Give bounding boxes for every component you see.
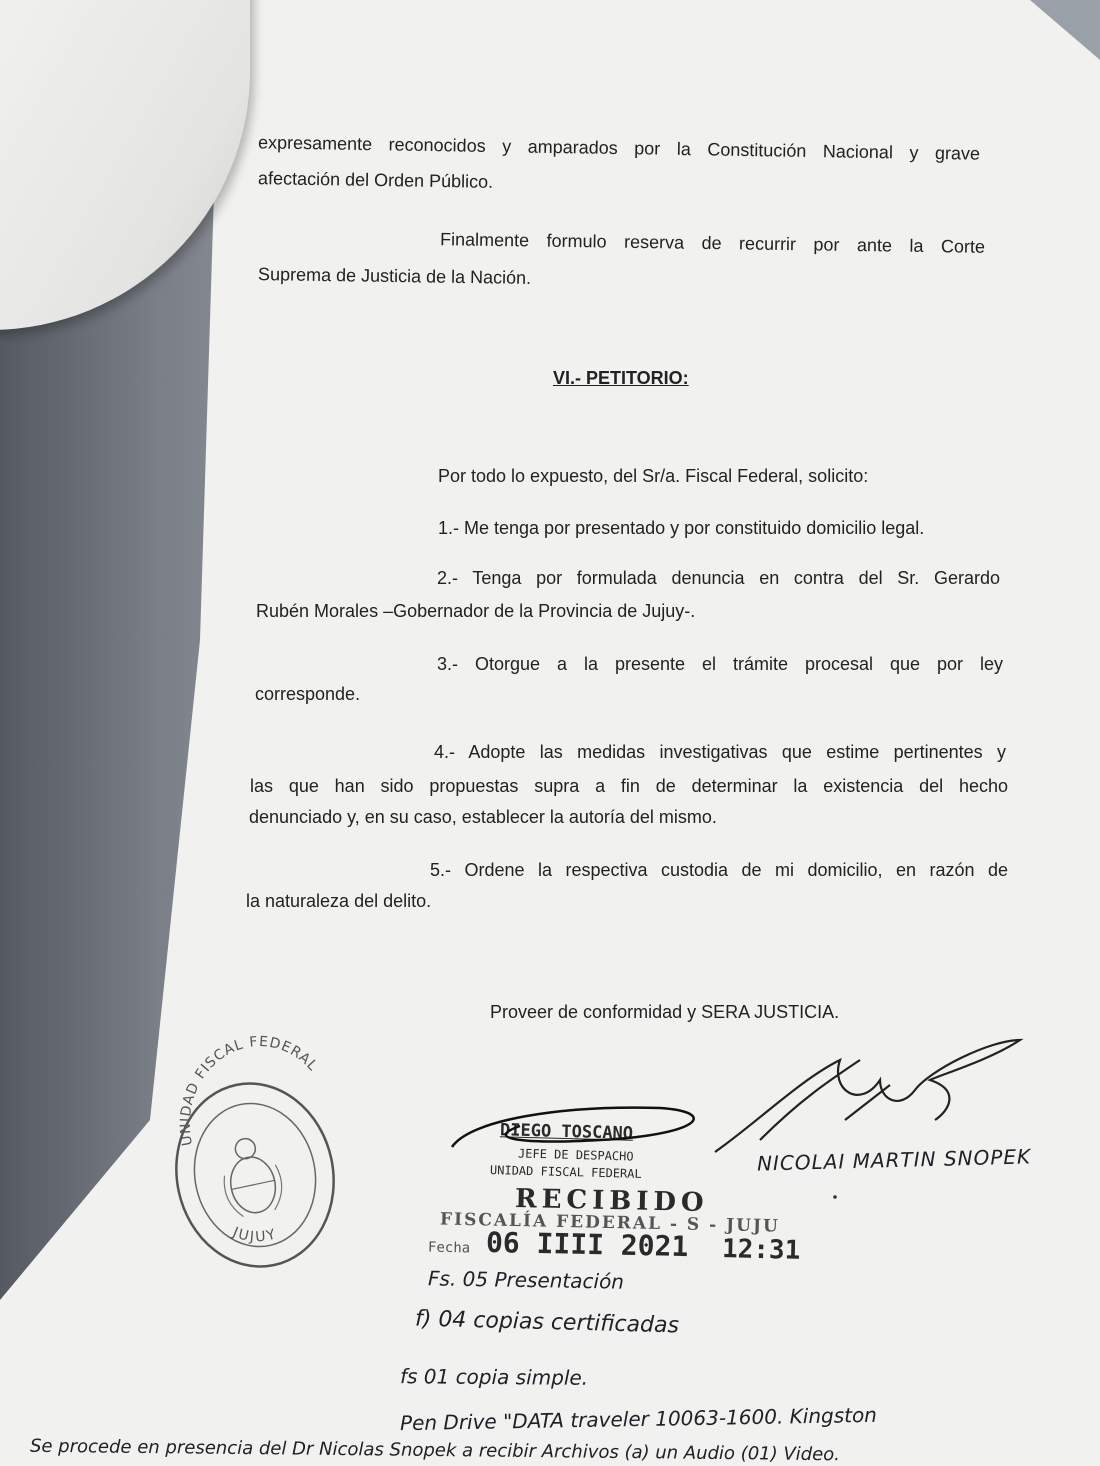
- handwritten-copy-simple: fs 01 copia simple.: [399, 1364, 589, 1390]
- handwritten-pen-drive: Pen Drive "DATA traveler 10063-1600. Kingston: [399, 1402, 878, 1436]
- handwritten-fs-line: Fs. 05 Presentación: [427, 1266, 625, 1294]
- item-5-line2: la naturaleza del delito.: [246, 891, 432, 911]
- para2-line2: Suprema de Justicia de la Nación.: [257, 264, 532, 288]
- section-heading: VI.- PETITORIO:: [553, 368, 689, 388]
- stamp-received: RECIBIDO: [514, 1183, 709, 1219]
- stamp-fecha-label: Fecha: [427, 1239, 471, 1257]
- seal-text-bottom: JUJUY: [230, 1224, 280, 1246]
- stamp-title: JEFE DE DESPACHO: [517, 1146, 634, 1164]
- stamp-time: 12:31: [721, 1234, 801, 1266]
- item-4-line3: denunciado y, en su caso, establecer la autoría del mismo.: [249, 807, 717, 827]
- para1-line1: expresamente reconocidos y amparados por la Constitución Nacional y grave: [257, 132, 981, 164]
- coat-of-arms-icon: [215, 1133, 286, 1219]
- stamp-unit: UNIDAD FISCAL FEDERAL: [489, 1163, 642, 1181]
- item-2-line2: Rubén Morales –Gobernador de la Provincia de Jujuy-.: [256, 601, 696, 621]
- para1-line2: afectación del Orden Público.: [257, 168, 494, 192]
- item-3-line2: corresponde.: [255, 684, 361, 704]
- petition-intro: Por todo lo expuesto, del Sr/a. Fiscal Federal, solicito:: [438, 466, 869, 486]
- item-4-line2: las que han sido propuestas supra a fin de determinar la existencia del hecho: [250, 776, 1008, 796]
- closing-formula: Proveer de conformidad y SERA JUSTICIA.: [490, 1002, 840, 1022]
- signature-scribble-left: [452, 1108, 694, 1147]
- stamp-office: FISCALÍA FEDERAL - S - JUJU: [439, 1209, 781, 1237]
- stamp-date: 06 IIII 2021: [485, 1225, 689, 1264]
- handwritten-signature-name: NICOLAI MARTIN SNOPEK: [756, 1144, 1032, 1176]
- item-1-line1: 1.- Me tenga por presentado y por constituido domicilio legal.: [438, 518, 925, 538]
- stamp-name: DIEGO TOSCANO: [499, 1120, 634, 1144]
- handwritten-copies-certified: f) 04 copias certificadas: [414, 1306, 680, 1339]
- item-3-line1: 3.- Otorgue a la presente el trámite procesal que por ley: [437, 654, 1003, 674]
- handwritten-received-note: Se procede en presencia del Dr Nicolas Snopek a recibir Archivos (a) un Audio (01) Video.: [29, 1435, 841, 1466]
- item-4-line1: 4.- Adopte las medidas investigativas que estime pertinentes y: [434, 742, 1006, 762]
- para2-line1: Finalmente formulo reserva de recurrir por ante la Corte: [439, 229, 986, 257]
- item-5-line1: 5.- Ordene la respectiva custodia de mi domicilio, en razón de: [430, 860, 1008, 880]
- item-2-line1: 2.- Tenga por formulada denuncia en contra del Sr. Gerardo: [437, 568, 1000, 588]
- official-seal: [160, 1034, 351, 1281]
- seal-text-top: UNIDAD FISCAL FEDERAL: [177, 1033, 321, 1147]
